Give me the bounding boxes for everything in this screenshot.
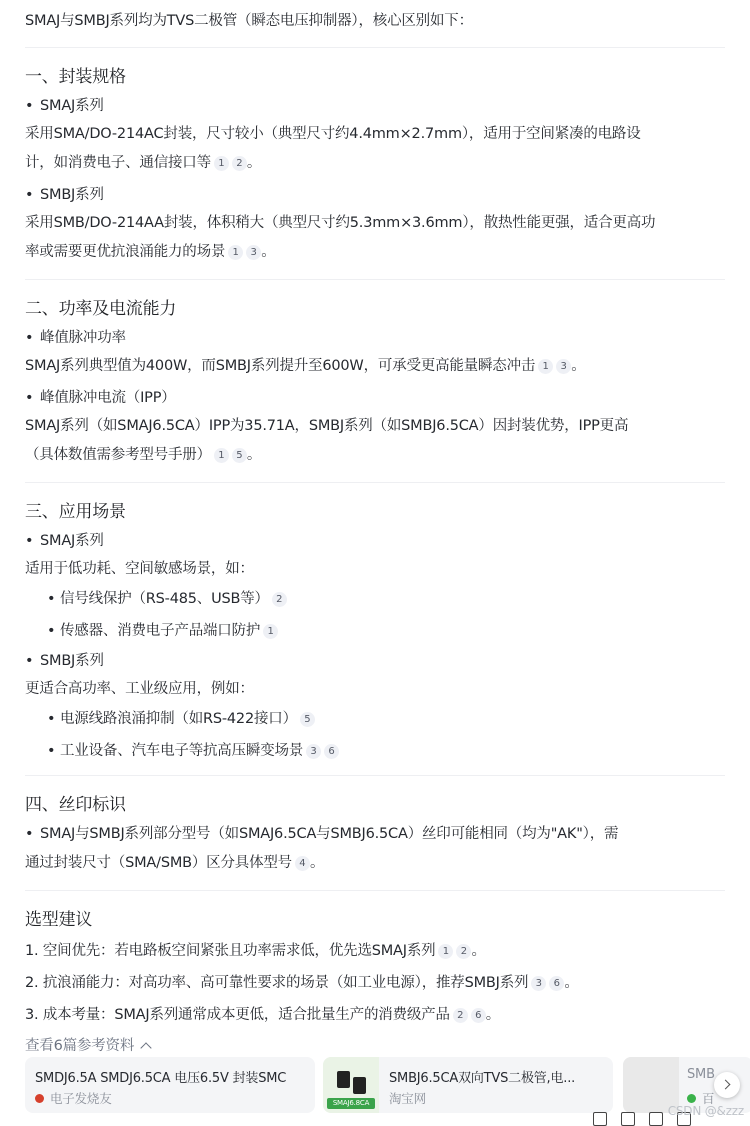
section-title-package: 一、封装规格: [25, 67, 126, 87]
reference-card-title: SMBJ6.5CA双向TVS二极管,电...: [389, 1071, 576, 1086]
warning-icon[interactable]: [593, 1112, 607, 1126]
next-cards-button[interactable]: [714, 1072, 740, 1098]
section-title-selection: 选型建议: [25, 910, 93, 930]
chevron-up-icon: [140, 1042, 151, 1053]
citation-badge[interactable]: 1: [538, 359, 553, 374]
citation-badge[interactable]: 4: [295, 856, 310, 871]
citation-badge[interactable]: 1: [263, 624, 278, 639]
selection-item: 2. 抗浪涌能力：对高功率、高可靠性要求的场景（如工业电源），推荐SMBJ系列 3 6 。: [25, 975, 579, 991]
sub-bullet: • 传感器、消费电子产品端口防护 1: [25, 615, 725, 647]
source-logo-icon: [35, 1094, 44, 1103]
citation-badge[interactable]: 6: [549, 976, 564, 991]
citation-badge[interactable]: 1: [228, 245, 243, 260]
bullet-smaj-apps: • SMAJ系列: [25, 527, 725, 555]
reference-card-source: 淘宝网: [389, 1091, 426, 1106]
citation-badge[interactable]: 3: [306, 744, 321, 759]
reference-card[interactable]: [25, 1057, 315, 1113]
citation-badge[interactable]: 6: [471, 1008, 486, 1023]
watermark: CSDN @&zzz: [667, 1104, 744, 1118]
divider: [25, 890, 725, 891]
citation-badge[interactable]: 2: [232, 156, 247, 171]
citation-badge[interactable]: 1: [438, 944, 453, 959]
citation-badge[interactable]: 6: [324, 744, 339, 759]
citation-badge[interactable]: 2: [453, 1008, 468, 1023]
chevron-right-icon: [721, 1080, 731, 1090]
smbj-package-desc: 采用SMB/DO-214AA封装，体积稍大（典型尺寸约5.3mm×3.6mm），散热性能更强，适合更高功 率或需要更优抗浪涌能力的场景 1 3 。: [25, 215, 656, 260]
reference-card[interactable]: [323, 1057, 613, 1113]
intro-text: SMAJ与SMBJ系列均为TVS二极管（瞬态电压抑制器），核心区别如下：: [25, 13, 473, 29]
thumbs-up-icon[interactable]: [621, 1112, 635, 1126]
sub-bullet: • 信号线保护（RS-485、USB等） 2: [25, 583, 725, 615]
marking-desc: • SMAJ与SMBJ系列部分型号（如SMAJ6.5CA与SMBJ6.5CA）丝印可能相同（均为"AK"），需 通过封装尺寸（SMA/SMB）区分具体型号 4 。: [25, 820, 725, 878]
reference-thumbnail: SMAJ6.8CA: [323, 1057, 379, 1113]
sub-bullet: • 电源线路浪涌抑制（如RS-422接口） 5: [25, 703, 725, 735]
peak-current-desc: SMAJ系列（如SMAJ6.5CA）IPP为35.71A，SMBJ系列（如SMBJ6.5CA）因封装优势，IPP更高 （具体数值需参考型号手册） 1 5 。: [25, 418, 629, 463]
reference-card-source: 电子发烧友: [35, 1089, 112, 1107]
divider: [25, 482, 725, 483]
bullet-peak-current: • 峰值脉冲电流（IPP）: [25, 384, 725, 412]
bullet-smbj-apps: • SMBJ系列: [25, 647, 725, 675]
divider: [25, 775, 725, 776]
sub-bullet: • 工业设备、汽车电子等抗高压瞬变场景 3 6: [25, 735, 725, 767]
bullet-smbj: • SMBJ系列: [25, 181, 725, 209]
selection-item: 1. 空间优先：若电路板空间紧张且功率需求低，优先选SMAJ系列 1 2 。: [25, 943, 486, 959]
answer-content: [25, 0, 725, 1059]
citation-badge[interactable]: 1: [214, 156, 229, 171]
citation-badge[interactable]: 3: [531, 976, 546, 991]
divider: [25, 279, 725, 280]
peak-power-desc: SMAJ系列典型值为400W，而SMBJ系列提升至600W，可承受更高能量瞬态冲击 1 3 。: [25, 358, 586, 374]
selection-item: 3. 成本考量：SMAJ系列通常成本更低，适合批量生产的消费级产品 2 6 。: [25, 1007, 501, 1023]
citation-badge[interactable]: 3: [246, 245, 261, 260]
section-title-marking: 四、丝印标识: [25, 795, 126, 815]
citation-badge[interactable]: 2: [456, 944, 471, 959]
source-logo-icon: [687, 1094, 696, 1103]
smaj-package-desc: 采用SMA/DO-214AC封装，尺寸较小（典型尺寸约4.4mm×2.7mm），适用于空间紧凑的电路设 计，如消费电子、通信接口等 1 2 。: [25, 126, 641, 171]
smbj-apps-desc: 更适合高功率、工业级应用，例如：: [25, 681, 254, 697]
share-icon[interactable]: [649, 1112, 663, 1126]
bullet-smaj: • SMAJ系列: [25, 92, 725, 120]
reference-card-title: SMDJ6.5A SMDJ6.5CA 电压6.5V 封装SMC: [35, 1071, 287, 1086]
citation-badge[interactable]: 3: [556, 359, 571, 374]
citation-badge[interactable]: 1: [214, 448, 229, 463]
divider: [25, 47, 725, 48]
view-references-toggle[interactable]: 查看6篇参考资料: [25, 1033, 725, 1059]
bullet-peak-power: • 峰值脉冲功率: [25, 324, 725, 352]
citation-badge[interactable]: 2: [272, 592, 287, 607]
smaj-apps-desc: 适用于低功耗、空间敏感场景，如：: [25, 561, 254, 577]
section-title-power: 二、功率及电流能力: [25, 299, 177, 319]
section-title-applications: 三、应用场景: [25, 502, 126, 522]
reference-card-source: 百: [687, 1089, 714, 1107]
citation-badge[interactable]: 5: [300, 712, 315, 727]
reference-cards: [25, 1057, 750, 1117]
reference-card-title: SMB: [687, 1067, 715, 1082]
citation-badge[interactable]: 5: [232, 448, 247, 463]
